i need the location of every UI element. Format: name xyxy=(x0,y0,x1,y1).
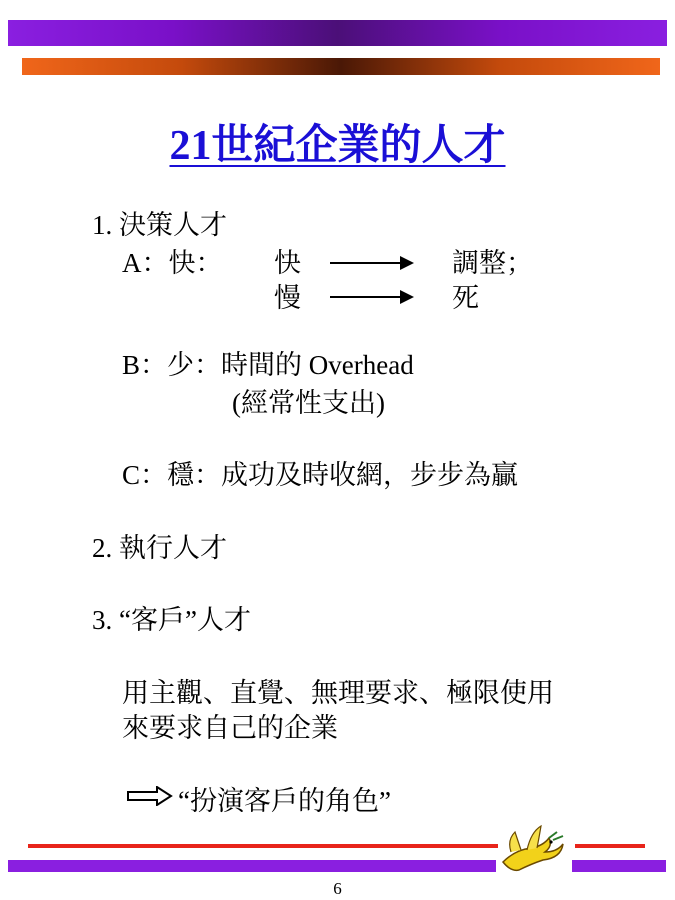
item3-desc-line1: 用主觀、直覺、無理要求、極限使用 xyxy=(122,678,554,708)
header-purple-bar xyxy=(8,20,667,46)
row2-left: 慢 xyxy=(274,283,301,313)
item1-a-label: A：快： xyxy=(122,248,223,278)
footer-purple-bar xyxy=(8,860,496,872)
item1-b-line2: (經常性支出) xyxy=(232,388,385,418)
slide-title: 21世紀企業的人才 xyxy=(169,123,506,169)
item3-desc-line2: 來要求自己的企業 xyxy=(122,713,338,743)
item1-heading: 1. 決策人才 xyxy=(92,210,227,240)
footer-purple-bar xyxy=(572,860,666,872)
right-arrow-icon xyxy=(330,262,412,264)
row1-left: 快 xyxy=(274,248,301,278)
item3-conclusion: “扮演客戶的角色” xyxy=(178,786,391,816)
right-arrow-icon xyxy=(330,296,412,298)
row1-right: 調整； xyxy=(452,248,533,278)
double-arrow-icon xyxy=(127,786,173,806)
item3-heading: 3. “客戶”人才 xyxy=(92,605,251,635)
header-orange-bar xyxy=(22,58,660,75)
bird-logo-icon xyxy=(497,822,569,874)
item1-b-line1: B：少：時間的 Overhead xyxy=(122,350,414,380)
footer-red-line xyxy=(28,844,498,848)
row2-right: 死 xyxy=(452,283,479,313)
footer-red-line xyxy=(575,844,645,848)
item2-heading: 2. 執行人才 xyxy=(92,533,227,563)
page-number: 6 xyxy=(333,879,342,898)
item1-c-line: C：穩：成功及時收網，步步為贏 xyxy=(122,460,519,490)
